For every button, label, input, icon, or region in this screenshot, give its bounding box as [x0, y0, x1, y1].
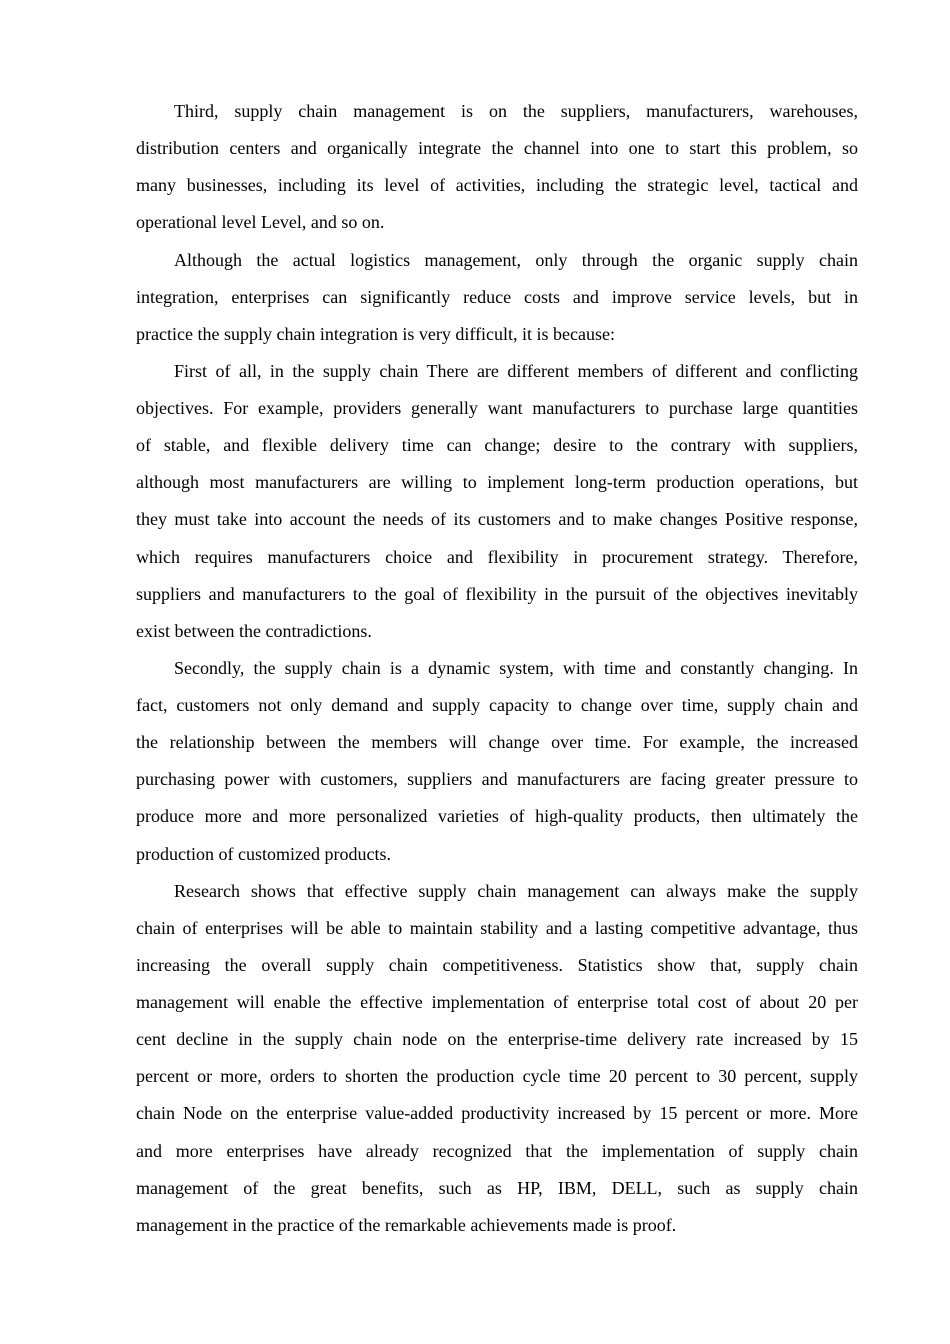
text-line: of stable, and flexible delivery time can change; desire to the contrary with suppliers, [136, 435, 858, 456]
text-line: integration, enterprises can significantly reduce costs and improve service levels, but in [136, 286, 858, 307]
text-line: operational level Level, and so on. [136, 212, 385, 233]
text-line: many businesses, including its level of activities, including the strategic level, tactical and [136, 175, 858, 196]
text-line: fact, customers not only demand and supply capacity to change over time, supply chain and [136, 695, 858, 715]
text-line: they must take into account the needs of its customers and to make changes Positive response, [136, 509, 858, 530]
text-line: chain of enterprises will be able to maintain stability and a lasting competitive advantage, thus [136, 917, 858, 938]
text-line: increasing the overall supply chain competitiveness. Statistics show that, supply chain [136, 954, 858, 975]
text-line: practice the supply chain integration is very difficult, it is because: [136, 323, 616, 344]
text-line: cent decline in the supply chain node on the enterprise-time delivery rate increased by 15 [136, 1029, 858, 1050]
text-line: percent or more, orders to shorten the production cycle time 20 percent to 30 percent, supply [136, 1066, 858, 1087]
paragraph [136, 873, 858, 1244]
text-line: exist between the contradictions. [136, 620, 372, 641]
text-line: Secondly, the supply chain is a dynamic system, with time and constantly changing. In [174, 657, 858, 678]
text-line: distribution centers and organically integrate the channel into one to start this problem, so [136, 138, 858, 159]
text-line: production of customized products. [136, 843, 391, 864]
paragraph [136, 93, 858, 242]
text-line: purchasing power with customers, suppliers and manufacturers are facing greater pressure to [136, 769, 858, 790]
text-line: Although the actual logistics management, only through the organic supply chain [174, 249, 858, 270]
text-line: although most manufacturers are willing to implement long-term production operations, but [136, 472, 858, 493]
text-line: and more enterprises have already recognized that the implementation of supply chain [136, 1140, 858, 1161]
document-body [136, 93, 858, 1244]
paragraph [136, 650, 858, 873]
text-line: objectives. For example, providers generally want manufacturers to purchase large quantities [136, 398, 858, 418]
text-line: suppliers and manufacturers to the goal of flexibility in the pursuit of the objectives inevitably [136, 583, 858, 604]
text-line: Third, supply chain management is on the suppliers, manufacturers, warehouses, [174, 101, 858, 121]
paragraph [136, 242, 858, 353]
text-line: chain Node on the enterprise value-added productivity increased by 15 percent or more. More [136, 1103, 858, 1124]
paragraph [136, 353, 858, 650]
text-line: the relationship between the members will change over time. For example, the increased [136, 732, 858, 753]
text-line: First of all, in the supply chain There are different members of different and conflicting [174, 360, 858, 381]
text-line: management will enable the effective implementation of enterprise total cost of about 20 per [136, 992, 858, 1012]
text-line: Research shows that effective supply chain management can always make the supply [174, 880, 858, 901]
text-line: produce more and more personalized varieties of high-quality products, then ultimately the [136, 806, 858, 827]
text-line: management of the great benefits, such as HP, IBM, DELL, such as supply chain [136, 1177, 858, 1198]
text-line: which requires manufacturers choice and flexibility in procurement strategy. Therefore, [136, 546, 858, 567]
text-line: management in the practice of the remarkable achievements made is proof. [136, 1214, 677, 1235]
